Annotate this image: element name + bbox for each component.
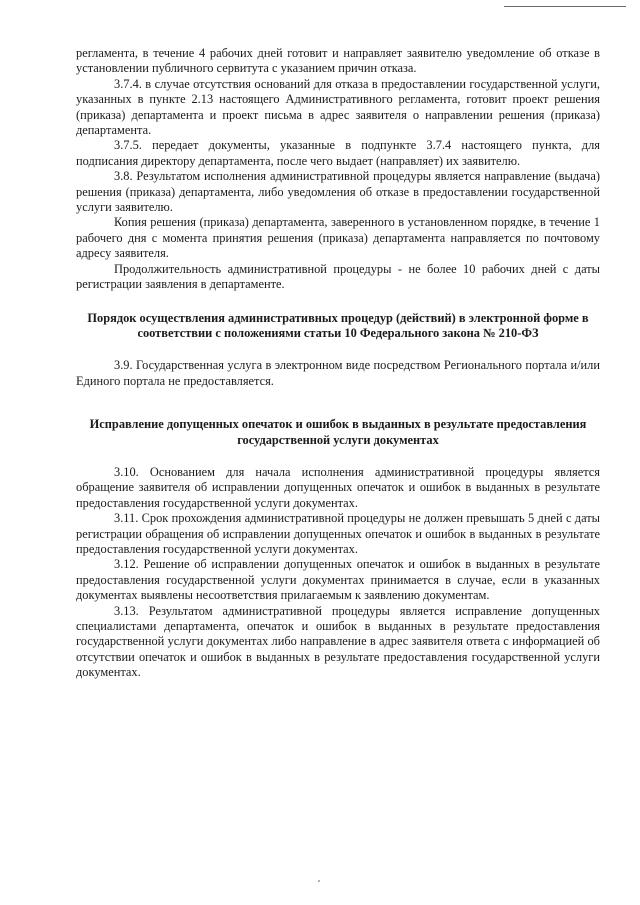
scan-edge-line [504,6,626,7]
paragraph-3-7-4: 3.7.4. в случае отсутствия оснований для отказа в предоставлении государственной услуги, указанных в пункте 2.13 настоящего Административного регламента, готовит проект решения (приказа) департамента и проект письма в адрес заявителя о направлении решения (приказа) департамента. [76,76,600,138]
paragraph-3-13: 3.13. Результатом административной процедуры является исправление допущенных специалистами департамента, опечаток и ошибок в выданных в результате предоставления государственной услуги документах либо направление в адрес заявителя ответа с информацией об отсутствии опечаток и ошибок в выданных в результате предоставления государственной услуги документах. [76,603,600,680]
scan-speck [318,880,320,882]
document-page [76,46,600,681]
paragraph-3-8: 3.8. Результатом исполнения административной процедуры является направление (выдача) решения (приказа) департамента, либо уведомления об отказе в предоставлении государственной услуги заявителю. [76,169,600,215]
paragraph-3-7-5: 3.7.5. передает документы, указанные в подпункте 3.7.4 настоящего пункта, для подписания директору департамента, после чего выдает (направляет) их заявителю. [76,138,600,168]
paragraph-3-12: 3.12. Решение об исправлении допущенных опечаток и ошибок в выданных в результате предоставления государственной услуги документах принимается в случае, если в указанных документах выявлены несоответствия прилагаемым к заявлению документам. [76,557,600,603]
paragraph-procedure-duration: Продолжительность административной процедуры - не более 10 рабочих дней с даты регистрации заявления в департаменте. [76,261,600,292]
paragraph-regulation-continuation: регламента, в течение 4 рабочих дней готовит и направляет заявителю уведомление об отказе в установлении публичного сервитута с указанием причин отказа. [76,46,600,76]
paragraph-3-10: 3.10. Основанием для начала исполнения административной процедуры является обращение заявителя об исправлении допущенных опечаток и ошибок в выданных в результате предоставления государственной услуги документах. [76,464,600,510]
section-heading-corrections: Исправление допущенных опечаток и ошибок в выданных в результате предоставления государственной услуги документах [89,417,587,447]
paragraph-3-9: 3.9. Государственная услуга в электронном виде посредством Регионального портала и/или Единого портала не предоставляется. [76,358,600,388]
paragraph-copy-of-decision: Копия решения (приказа) департамента, заверенного в установленном порядке, в течение 1 рабочего дня с момента принятия решения (приказа) департамента направляется по почтовому адресу заявителя. [76,215,600,261]
paragraph-3-11: 3.11. Срок прохождения административной процедуры не должен превышать 5 дней с даты регистрации обращения об исправлении допущенных опечаток и ошибок в выданных в результате предоставления государственной услуги документах. [76,511,600,556]
section-heading-electronic-form: Порядок осуществления административных процедур (действий) в электронной форме в соответствии с положениями статьи 10 Федерального закона № 210-ФЗ [87,310,589,340]
